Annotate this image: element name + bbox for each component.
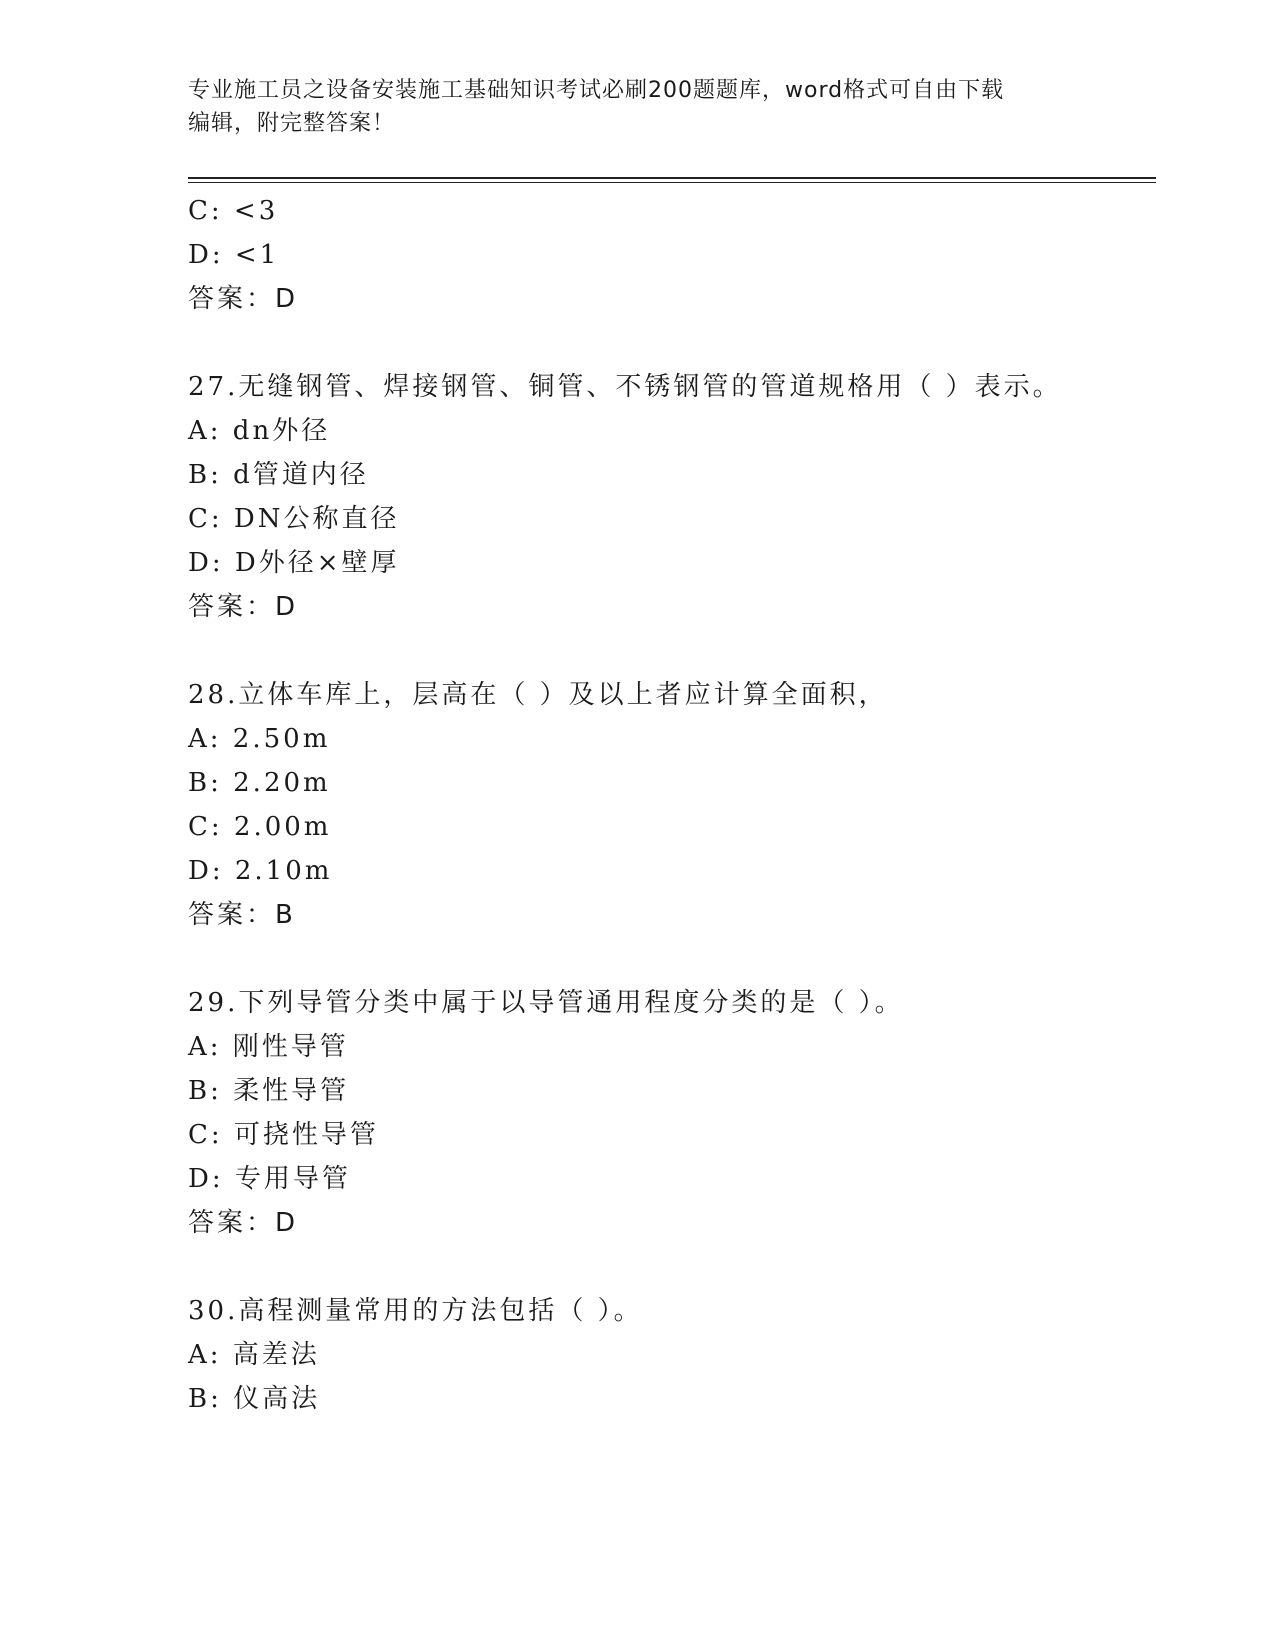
q26-option-c: C: <3 [188,196,279,226]
q26-answer: 答案：D [188,284,299,314]
q29-option-d: D: 专用导管 [188,1164,351,1194]
q29-question: 29.下列导管分类中属于以导管通用程度分类的是（ ）。 [188,988,904,1018]
q28-option-a: A: 2.50m [188,724,331,754]
header-divider-thin [188,182,1156,183]
header-title-line-2: 编辑，附完整答案！ [188,111,396,136]
header-divider-thick [188,177,1156,179]
q27-option-d: D: D外径×壁厚 [188,548,400,578]
q28-question: 28.立体车库上，层高在（ ）及以上者应计算全面积， [188,680,888,710]
q26-option-d: D: <1 [188,240,280,270]
q27-question: 27.无缝钢管、焊接钢管、铜管、不锈钢管的管道规格用（ ）表示。 [188,372,1062,402]
q27-option-c: C: DN公称直径 [188,504,400,534]
q27-option-b: B: d管道内径 [188,460,369,490]
q30-option-a: A: 高差法 [188,1340,320,1370]
q30-option-b: B: 仪高法 [188,1384,321,1414]
q30-question: 30.高程测量常用的方法包括（ ）。 [188,1296,643,1326]
q29-option-a: A: 刚性导管 [188,1032,349,1062]
q28-option-b: B: 2.20m [188,768,331,798]
q29-option-b: B: 柔性导管 [188,1076,350,1106]
q28-option-d: D: 2.10m [188,856,333,886]
q28-answer: 答案：B [188,900,296,930]
q27-answer: 答案：D [188,592,299,622]
q29-answer: 答案：D [188,1208,299,1238]
q28-option-c: C: 2.00m [188,812,332,842]
q29-option-c: C: 可挠性导管 [188,1120,379,1150]
document-header [188,74,1088,140]
header-title-line-1: 专业施工员之设备安装施工基础知识考试必刷200题题库，word格式可自由下载 [188,78,1005,103]
q27-option-a: A: dn外径 [188,416,331,446]
